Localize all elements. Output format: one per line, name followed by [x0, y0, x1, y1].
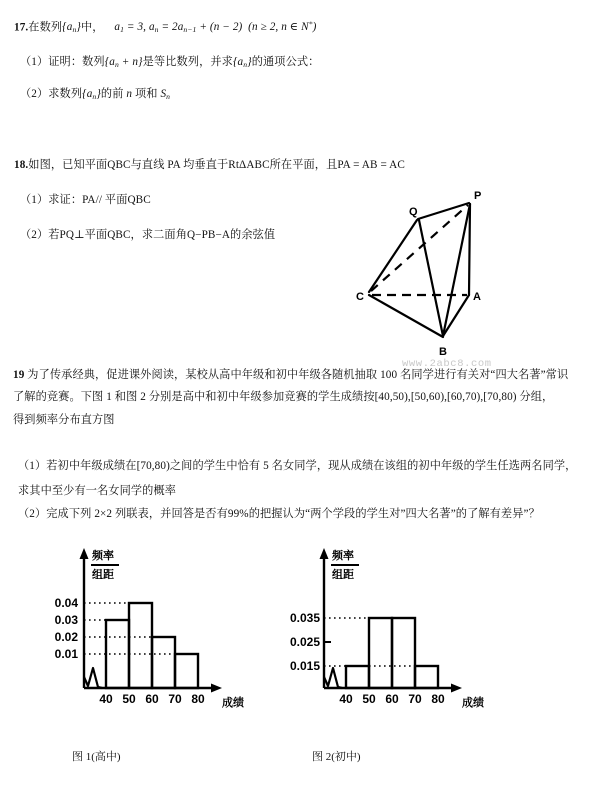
problem-17-part2: （2）求数列$\{a_n\}$的前 n 项和 $S_n$ — [20, 88, 171, 102]
histogram-junior-high — [262, 540, 512, 725]
problem-19-part1-line1: （1）若初中年级成绩在[70,80)之间的学生中恰有 5 名女同学，现从成绩在该组的初中年级的学生任选两名同学， — [18, 460, 577, 472]
problem-18-part1: （1）求证：PA// 平面QBC — [20, 194, 151, 206]
chart1-xtick-1: 50 — [122, 692, 136, 706]
chart1-caption: 图 1(高中) — [72, 751, 121, 763]
chart1-xtick-2: 60 — [145, 692, 159, 706]
chart2-xtick-4: 80 — [431, 692, 445, 706]
chart1-ylabel-denominator: 组距 — [92, 568, 114, 581]
chart2-ytick-0: 0.035 — [289, 611, 320, 625]
problem-17-part1: （1）证明：数列$\{a_n + n\}$是等比数列，并求$\{a_n\}$的通项公式： — [20, 56, 320, 70]
chart1-xlabel: 成绩 — [222, 696, 244, 709]
chart1-ytick-3: 0.01 — [54, 647, 78, 661]
problem-19-stem-line3: 得到频率分布直方图 — [13, 414, 115, 426]
problem-19-part1-line2: 求其中至少有一名女同学的概率 — [18, 485, 177, 497]
chart1-ytick-2: 0.02 — [54, 630, 78, 644]
problem-17-stem-mid: 中， — [80, 21, 104, 34]
problem-17-formula: $a_1 = 3$, $a_n = 2a_{n-1} + (n - 2) (n \ge 2$, n ∈ N*) — [114, 20, 317, 35]
watermark-top: www.2abc8.com — [402, 358, 492, 370]
problem-17-number: 17. — [14, 21, 29, 34]
chart2-ylabel-denominator: 组距 — [332, 568, 354, 581]
chart2-xtick-0: 40 — [339, 692, 353, 706]
chart1-ytick-0: 0.04 — [54, 596, 78, 610]
problem-18-line1: 如图，已知平面QBC与直线 PA 均垂直于RtΔABC所在平面，且PA = AB = AC — [28, 159, 405, 171]
chart2-ytick-2: 0.015 — [289, 659, 320, 673]
chart1-xtick-0: 40 — [99, 692, 113, 706]
chart2-caption: 图 2(初中) — [312, 751, 361, 763]
chart1-xtick-4: 80 — [191, 692, 205, 706]
chart2-xtick-2: 60 — [385, 692, 399, 706]
geometry-figure-tetrahedron — [350, 185, 495, 360]
chart2-xtick-1: 50 — [362, 692, 376, 706]
problem-19-part2: （2）完成下列 2×2 列联表，并回答是否有99%的把握认为“两个学段的学生对”四大名著”的了解有差异”？ — [18, 508, 540, 520]
svg-text:Q: Q — [409, 206, 418, 218]
problem-18-number: 18. — [14, 159, 29, 171]
svg-text:P: P — [474, 190, 482, 202]
problem-17-stem: 17.在数列$\{a_n\}$中， $a_1 = 3$, $a_n = 2a_{n-1} + (n - 2) (n \ge 2$, n ∈ N*) — [14, 20, 317, 35]
chart1-ytick-1: 0.03 — [54, 613, 78, 627]
chart2-ytick-1: 0.025 — [289, 635, 320, 649]
svg-text:B: B — [439, 346, 447, 358]
chart2-ylabel-numerator: 频率 — [332, 549, 354, 562]
chart1-xtick-3: 70 — [168, 692, 182, 706]
problem-17-stem-prefix: 在数列 — [28, 21, 63, 34]
problem-19-stem-line1: 19 为了传承经典，促进课外阅读，某校从高中年级和初中年级各随机抽取 100 名同学进行有关对“四大名著”常识 — [13, 369, 569, 381]
chart2-xlabel: 成绩 — [462, 696, 484, 709]
problem-18-stem — [14, 158, 405, 173]
svg-text:A: A — [473, 291, 481, 303]
problem-19-stem-line2: 了解的竞赛。下图 1 和图 2 分别是高中和初中年级参加竞赛的学生成绩按[40,50),[50,60),[60,70),[70,80) 分组， — [13, 391, 554, 403]
problem-18-part2: （2）若PQ⊥平面QBC，求二面角Q−PB−A的余弦值 — [20, 229, 276, 241]
chart2-xtick-3: 70 — [408, 692, 422, 706]
histogram-high-school — [22, 540, 272, 725]
chart1-ylabel-numerator: 频率 — [92, 549, 114, 562]
svg-text:C: C — [356, 291, 364, 303]
problem-19-number: 19 — [13, 369, 25, 381]
